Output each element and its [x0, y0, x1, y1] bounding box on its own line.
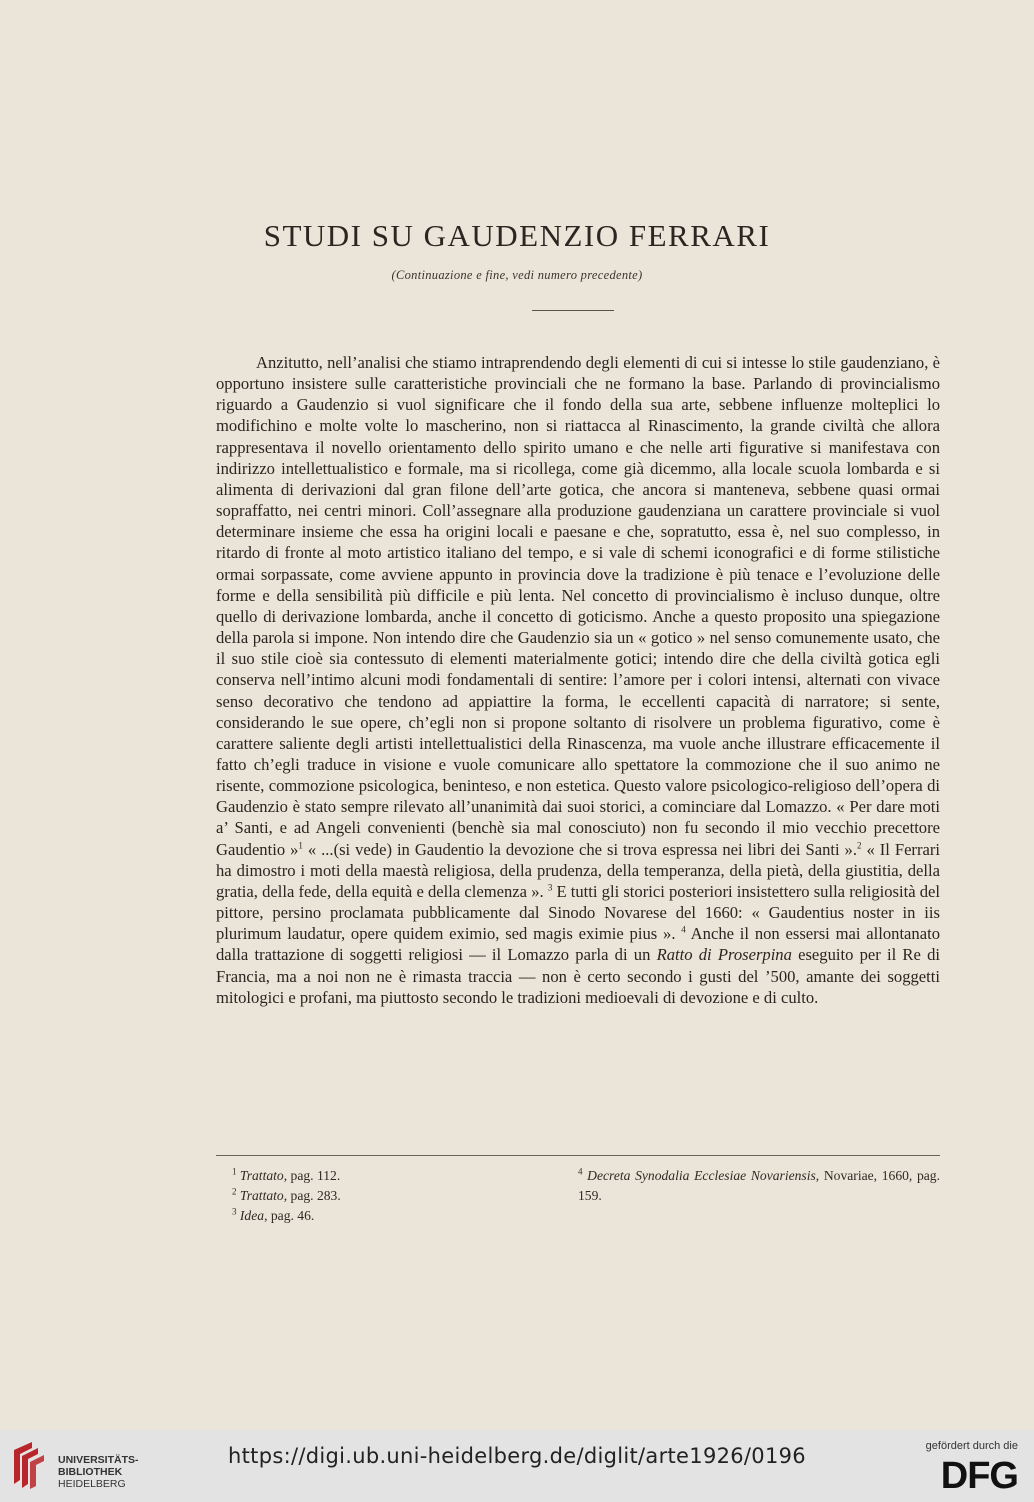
footnote-work: Decreta Synodalia Ecclesiae Novariensis: [587, 1168, 816, 1183]
footnote-ref: 2: [857, 840, 862, 851]
footnote-ref-text: , pag. 112.: [283, 1168, 341, 1183]
footnote-ref-text: , pag. 283.: [283, 1188, 341, 1203]
body-text-part: « ...(si vede) in Gaudentio la devozione che si trova espressa nei libri dei Santi ».: [302, 839, 857, 859]
body-text-part: Anche il non essersi mai allontanato dalla trattazione di soggetti religiosi — il Lomazzo parla di un: [216, 924, 940, 965]
footnote-ref-text: , Novariae, 1660, pag. 159.: [578, 1168, 940, 1203]
permalink-url[interactable]: https://digi.ub.uni-heidelberg.de/diglit/arte1926/0196: [228, 1444, 806, 1468]
footnote-work: Trattato: [239, 1168, 284, 1183]
library-name-line: UNIVERSITÄTS-: [58, 1454, 139, 1466]
footnote-ref: 4: [681, 924, 686, 935]
footnote-item: [232, 1186, 552, 1206]
article-subtitle: (Continuazione e fine, vedi numero precedente): [391, 268, 643, 282]
footnote-work: Idea: [239, 1208, 265, 1223]
article-title: STUDI SU GAUDENZIO FERRARI: [263, 218, 771, 253]
viewer-footer: [0, 1430, 1034, 1502]
body-text-part: eseguito per il Re di Francia, ma a noi non ne è rimasta traccia — non è certo secondo i gusti del ’500, amante dei soggetti mitologici e profani, ma piuttosto secondo le tradizioni medioevali di devozione e di culto.: [216, 945, 940, 1007]
body-text-part: E tutti gli storici posteriori insistettero sulla religiosità del pittore, persino proclamata pubblicamente dal Sinodo Novarese del 1660: « Gaudentius noster in iis plurimum laudatur, opere quidem eximio, sed magis eximie pius ».: [216, 881, 941, 944]
footnotes-left-column: [232, 1166, 552, 1226]
article-body: [216, 352, 940, 1008]
body-text-part: Anzitutto, nell’analisi che stiamo intraprendendo degli elementi di cui si intesse lo stile gaudenziano, è opportuno insistere sulle caratteristiche provinciali che ne formano la base. Parlando di provincialismo riguardo a Gaudenzio si vuol significare che il fondo della sua arte, sebbene influenze molteplici lo modifichino e molte volte lo mascherino, non si riattacca al Rinascimento, la grande civiltà che allora rappresentava il novello orientamento dello spirito umano e che nelle arti figurative si manifestava con indirizzo intellettualistico e formale, ma si ricollega, come già dicemmo, alla locale scuola lombarda e si alimenta di derivazioni dal gran filone dell’arte gotica, che ancora si manteneva, sebbene quasi ormai sopraffatto, nei centri minori. Coll’assegnare alla produzione gaudenziana un carattere provinciale si vuol determinare insieme che essa ha origini locali e paesane e che, sopratutto, essa è, nel suo complesso, in ritardo di fronte al moto artistico italiano del tempo, e si vale di schemi iconografici e di forme stilistiche ormai sorpassate, come avviene appunto in provincia dove la tradizione è più tenace e l’evoluzione delle forme e della sensibilità più difficile e più lenta. Nel concetto di provincialismo è incluso dunque, oltre quello di derivazione lombarda, anche il concetto di goticismo. Anche a questo proposito una spiegazione della parola si impone. Non intendo dire che Gaudenzio sia un « gotico » nel senso comunemente usato, che il suo stile cioè sia contessuto di elementi materialmente gotici; intendo dire che della civiltà gotica egli conserva nell’intimo alcuni modi fondamentali di sentire: l’amore per i colori intensi, alternati con vivace senso decorativo che tendono ad appiattire la forma, le eccellenti capacità di narratore; si sente, considerando le sue opere, ch’egli non si propone soltanto di risolvere un problema figurativo, come è carattere saliente degli artisti intellettualistici della Rinascenza, ma vuole anche illustrare efficacemente il fatto ch’egli traduce in visione e vuole comunicare allo spettatore la commozione che il suo animo ne risente, commozione psicologica, beninteso, e non estetica. Questo valore psicologico-religioso dell’opera di Gaudenzio è stato sempre rilevato all’unanimità dai suoi storici, a cominciare dal Lomazzo. « Per dare moti a’ Santi, e ad Angeli convenienti (benchè sia mal conosciuto) non fu secondo il mio vecchio precettore Gaudentio »: [216, 353, 940, 859]
body-italic-title: Ratto di Proserpina: [656, 945, 792, 965]
funding-label: gefördert durch die: [925, 1440, 1018, 1452]
footnote-number: 3: [232, 1206, 237, 1217]
title-divider: [532, 310, 614, 311]
footnote-ref: 3: [547, 882, 553, 893]
footnote-item: [232, 1206, 552, 1226]
footnote-number: 4: [578, 1166, 583, 1177]
footnote-number: 2: [232, 1186, 237, 1197]
footnote-ref: 1: [298, 840, 303, 851]
footnote-divider: [216, 1155, 940, 1156]
body-paragraph: [216, 352, 940, 1008]
footnote-work: Trattato: [239, 1188, 284, 1203]
library-name-line: HEIDELBERG: [58, 1478, 126, 1490]
library-name-line: BIBLIOTHEK: [58, 1466, 123, 1478]
body-text-part: « Il Ferrari ha dimostro i moti della maestà religiosa, della prudenza, della temperanza, della pietà, della giustitia, della gratia, della fede, della equità e della clemenza ».: [216, 839, 940, 901]
footnote-item: [232, 1166, 552, 1186]
footnotes-right-column: [578, 1166, 940, 1206]
dfg-logo[interactable]: DFG: [940, 1455, 1018, 1497]
footnote-number: 1: [232, 1166, 237, 1177]
footnote-item: [578, 1166, 940, 1206]
footnote-ref-text: , pag. 46.: [264, 1208, 315, 1223]
